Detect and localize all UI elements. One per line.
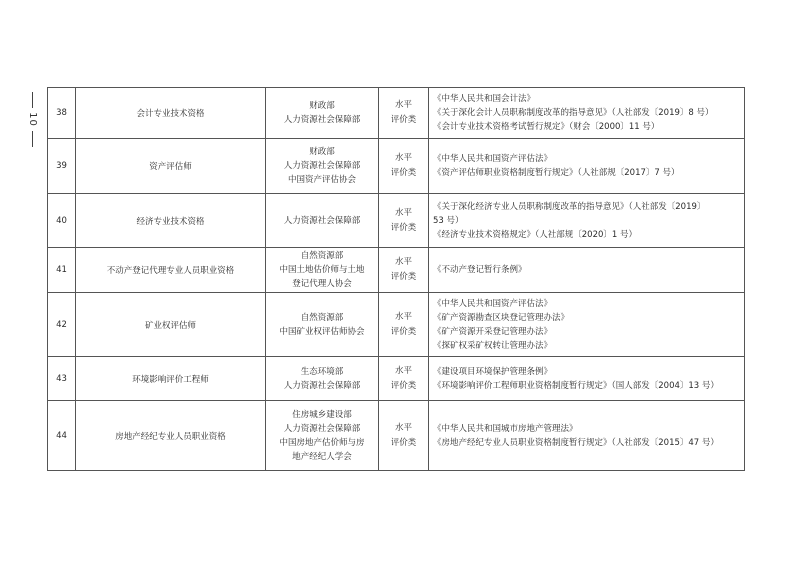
qualification-type-line: 评价类 <box>390 222 417 233</box>
department-line: 住房城乡建设部 <box>292 409 352 420</box>
table-row <box>48 248 745 293</box>
qualification-name: 经济专业技术资格 <box>76 194 266 248</box>
row-number: 44 <box>48 401 76 471</box>
department-line: 中国资产评估协会 <box>287 175 356 185</box>
qualification-type-cell <box>379 248 429 293</box>
row-number: 40 <box>48 194 76 248</box>
qualification-type-line: 评价类 <box>390 380 417 391</box>
legal-basis-line: 《资产评估师职业资格制度暂行规定》（人社部规〔2017〕7 号） <box>433 168 680 178</box>
row-number: 42 <box>48 293 76 357</box>
legal-basis-line: 《中华人民共和国会计法》 <box>433 94 536 104</box>
table-row <box>48 88 745 139</box>
table-row <box>48 401 745 471</box>
row-number: 38 <box>48 88 76 139</box>
qualification-type-line: 水平 <box>394 153 412 163</box>
legal-basis-line: 《矿产资源开采登记管理办法》 <box>433 326 553 337</box>
department-line: 中国房地产估价师与房 <box>279 437 365 448</box>
qualification-type-line: 水平 <box>394 100 412 110</box>
department-cell <box>266 248 379 293</box>
department-cell <box>266 401 379 471</box>
department-cell <box>266 88 379 139</box>
legal-basis-line: 《矿产资源勘查区块登记管理办法》 <box>433 312 570 323</box>
page-number <box>22 92 42 147</box>
legal-basis-cell <box>429 88 745 139</box>
qualification-type-cell <box>379 139 429 194</box>
department-line: 登记代理人协会 <box>292 279 352 289</box>
legal-basis-line: 《中华人民共和国城市房地产管理法》 <box>433 423 578 434</box>
legal-basis-line: 《探矿权采矿权转让管理办法》 <box>433 340 553 351</box>
department-line: 自然资源部 <box>300 312 344 323</box>
qualification-name: 资产评估师 <box>76 139 266 194</box>
qualification-name: 房地产经纪专业人员职业资格 <box>76 401 266 471</box>
qualification-name: 不动产登记代理专业人员职业资格 <box>76 248 266 293</box>
department-line: 人力资源社会保障部 <box>283 380 361 391</box>
qualification-type-cell <box>379 194 429 248</box>
legal-basis-cell <box>429 401 745 471</box>
legal-basis-line: 《经济专业技术资格规定》（人社部规〔2020〕1 号） <box>433 229 637 240</box>
department-line: 人力资源社会保障部 <box>283 115 361 125</box>
department-line: 人力资源社会保障部 <box>283 215 361 226</box>
legal-basis-line: 《环境影响评价工程师职业资格制度暂行规定》（国人部发〔2004〕13 号） <box>433 380 719 391</box>
table-row <box>48 139 745 194</box>
row-number: 43 <box>48 357 76 401</box>
legal-basis-line: 《不动产登记暂行条例》 <box>433 265 527 275</box>
legal-basis-line: 《中华人民共和国资产评估法》 <box>433 298 553 309</box>
legal-basis-line: 《关于深化会计人员职称制度改革的指导意见》（人社部发〔2019〕8 号） <box>433 108 714 118</box>
legal-basis-cell <box>429 293 745 357</box>
legal-basis-cell <box>429 139 745 194</box>
department-cell <box>266 194 379 248</box>
legal-basis-line: 《建设项目环境保护管理条例》 <box>433 366 553 377</box>
qualification-name: 会计专业技术资格 <box>76 88 266 139</box>
row-number: 39 <box>48 139 76 194</box>
qualification-type-line: 评价类 <box>390 437 417 448</box>
department-cell <box>266 293 379 357</box>
legal-basis-line: 《会计专业技术资格考试暂行规定》（财会〔2000〕11 号） <box>433 122 660 132</box>
qualification-type-cell <box>379 401 429 471</box>
table-row <box>48 194 745 248</box>
legal-basis-cell <box>429 357 745 401</box>
qualification-type-line: 评价类 <box>390 115 417 125</box>
department-line: 自然资源部 <box>300 251 344 261</box>
page-number-dash-top <box>32 92 33 108</box>
table-row <box>48 293 745 357</box>
qualification-type-line: 评价类 <box>390 168 417 178</box>
qualification-type-line: 水平 <box>394 365 412 376</box>
qualification-type-line: 水平 <box>394 257 412 267</box>
qualification-table <box>47 87 745 471</box>
page-number-dash-bottom <box>32 131 33 147</box>
qualification-type-line: 水平 <box>394 207 412 218</box>
qualification-name: 环境影响评价工程师 <box>76 357 266 401</box>
legal-basis-line: 《中华人民共和国资产评估法》 <box>433 154 553 164</box>
legal-basis-line: 《房地产经纪专业人员职业资格制度暂行规定》（人社部发〔2015〕47 号） <box>433 437 719 448</box>
qualification-type-cell <box>379 88 429 139</box>
department-line: 中国矿业权评估师协会 <box>279 326 365 337</box>
department-cell <box>266 357 379 401</box>
department-line: 人力资源社会保障部 <box>283 161 361 171</box>
row-number: 41 <box>48 248 76 293</box>
qualification-type-cell <box>379 293 429 357</box>
department-cell <box>266 139 379 194</box>
qualification-type-cell <box>379 357 429 401</box>
department-line: 财政部 <box>309 147 335 157</box>
page-number-value: 10 <box>26 112 38 127</box>
department-line: 生态环境部 <box>300 366 344 377</box>
qualification-name: 矿业权评估师 <box>76 293 266 357</box>
qualification-type-line: 评价类 <box>390 326 417 337</box>
table-row <box>48 357 745 401</box>
qualification-type-line: 水平 <box>394 422 412 433</box>
legal-basis-line: 《关于深化经济专业人员职称制度改革的指导意见》（人社部发〔2019〕 <box>433 201 706 212</box>
legal-basis-cell <box>429 194 745 248</box>
legal-basis-line: 53 号） <box>433 215 464 226</box>
legal-basis-cell <box>429 248 745 293</box>
department-line: 地产经纪人学会 <box>292 451 352 462</box>
qualification-type-line: 水平 <box>394 311 412 322</box>
qualification-type-line: 评价类 <box>390 272 417 282</box>
department-line: 财政部 <box>309 101 335 111</box>
department-line: 中国土地估价师与土地 <box>279 265 365 275</box>
department-line: 人力资源社会保障部 <box>283 423 361 434</box>
